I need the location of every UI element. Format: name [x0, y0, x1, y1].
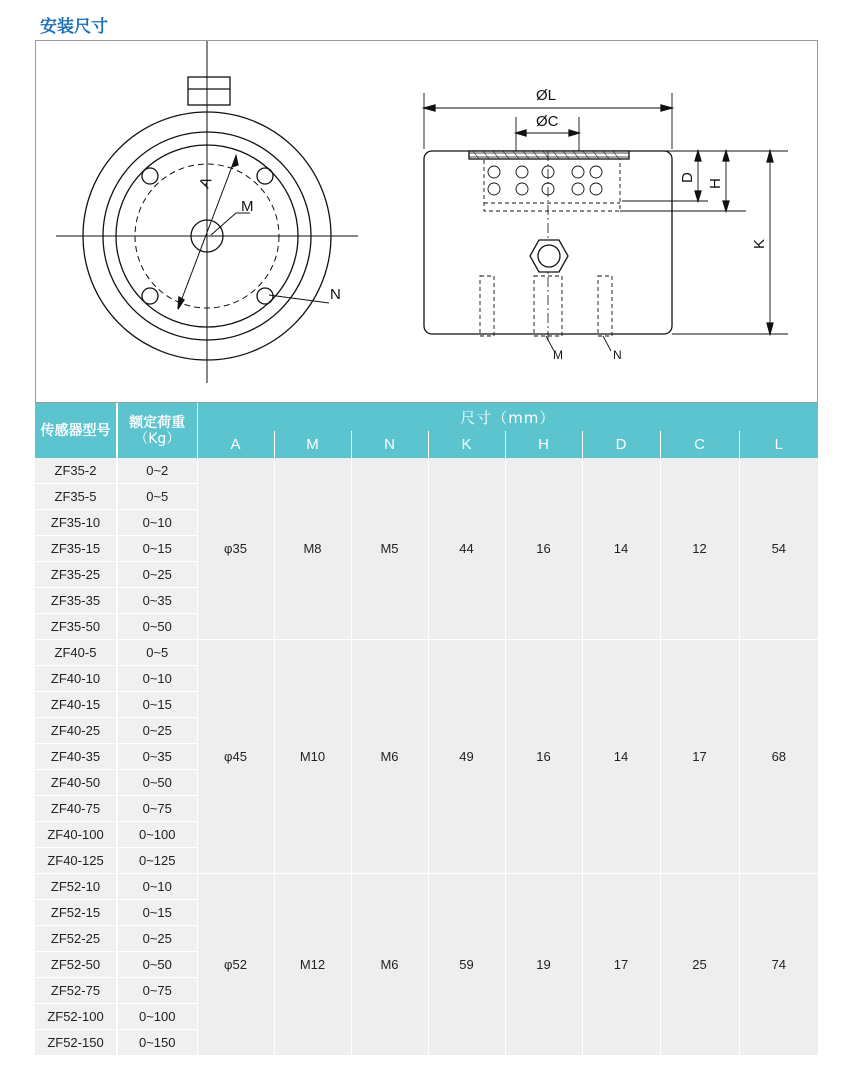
model-cell: ZF40-35: [35, 744, 117, 770]
capacity-cell: 0~35: [117, 588, 197, 614]
capacity-cell: 0~2: [117, 458, 197, 484]
model-cell: ZF35-15: [35, 536, 117, 562]
dim-value-n: M6: [351, 640, 428, 874]
capacity-cell: 0~35: [117, 744, 197, 770]
top-view: [56, 41, 358, 383]
capacity-cell: 0~25: [117, 926, 197, 952]
model-cell: ZF35-2: [35, 458, 117, 484]
dimension-drawing-svg: [36, 41, 819, 404]
header-dim-k: K: [428, 431, 505, 458]
model-cell: ZF52-75: [35, 978, 117, 1004]
capacity-cell: 0~75: [117, 796, 197, 822]
header-capacity-label: 额定荷重: [129, 414, 186, 431]
capacity-cell: 0~10: [117, 510, 197, 536]
dim-value-l: 74: [739, 874, 818, 1056]
dim-value-l: 68: [739, 640, 818, 874]
dim-value-n: M5: [351, 458, 428, 640]
capacity-cell: 0~10: [117, 874, 197, 900]
model-cell: ZF40-100: [35, 822, 117, 848]
model-cell: ZF40-10: [35, 666, 117, 692]
capacity-cell: 0~5: [117, 640, 197, 666]
model-cell: ZF40-125: [35, 848, 117, 874]
dim-value-a: φ45: [197, 640, 274, 874]
capacity-cell: 0~5: [117, 484, 197, 510]
capacity-cell: 0~50: [117, 614, 197, 640]
spec-table: [35, 403, 818, 1056]
header-capacity: [117, 403, 197, 458]
label-M-side: M: [553, 348, 563, 362]
dim-value-n: M6: [351, 874, 428, 1056]
dim-value-h: 16: [505, 458, 582, 640]
model-cell: ZF52-15: [35, 900, 117, 926]
model-cell: ZF52-150: [35, 1030, 117, 1056]
label-K: K: [751, 238, 768, 249]
label-D: D: [679, 172, 696, 183]
header-dims-group: 尺寸（mm）: [197, 403, 818, 431]
dim-value-c: 12: [660, 458, 739, 640]
dim-value-d: 17: [582, 874, 660, 1056]
label-H: H: [707, 178, 724, 189]
dim-value-d: 14: [582, 458, 660, 640]
connector-block: [188, 77, 230, 105]
dim-value-d: 14: [582, 640, 660, 874]
capacity-cell: 0~100: [117, 1004, 197, 1030]
dim-value-k: 49: [428, 640, 505, 874]
header-capacity-unit: （Kg）: [134, 430, 181, 447]
model-cell: ZF35-10: [35, 510, 117, 536]
model-cell: ZF40-75: [35, 796, 117, 822]
header-dim-c: C: [660, 431, 739, 458]
capacity-cell: 0~10: [117, 666, 197, 692]
capacity-cell: 0~50: [117, 770, 197, 796]
section-title: 安装尺寸: [40, 17, 108, 37]
model-cell: ZF40-25: [35, 718, 117, 744]
header-dim-m: M: [274, 431, 351, 458]
capacity-cell: 0~15: [117, 536, 197, 562]
model-cell: ZF35-5: [35, 484, 117, 510]
side-view: [424, 93, 788, 351]
capacity-cell: 0~100: [117, 822, 197, 848]
header-dim-h: H: [505, 431, 582, 458]
header-dim-d: D: [582, 431, 660, 458]
label-L: ØL: [536, 87, 557, 104]
dim-value-m: M8: [274, 458, 351, 640]
capacity-cell: 0~50: [117, 952, 197, 978]
installation-drawing: [35, 40, 818, 403]
model-cell: ZF35-50: [35, 614, 117, 640]
dim-value-a: φ52: [197, 874, 274, 1056]
label-A: A: [195, 174, 216, 191]
label-N: N: [330, 286, 341, 303]
header-dim-l: L: [739, 431, 818, 458]
capacity-cell: 0~75: [117, 978, 197, 1004]
label-M: M: [241, 198, 254, 215]
header-dim-n: N: [351, 431, 428, 458]
dim-value-k: 44: [428, 458, 505, 640]
dim-value-a: φ35: [197, 458, 274, 640]
model-cell: ZF52-100: [35, 1004, 117, 1030]
header-model: [35, 403, 117, 458]
dim-value-c: 17: [660, 640, 739, 874]
model-cell: ZF35-25: [35, 562, 117, 588]
dim-value-l: 54: [739, 458, 818, 640]
dim-value-m: M12: [274, 874, 351, 1056]
label-C: ØC: [536, 113, 559, 130]
dim-value-m: M10: [274, 640, 351, 874]
dim-value-h: 19: [505, 874, 582, 1056]
header-dim-a: A: [197, 431, 274, 458]
model-cell: ZF52-25: [35, 926, 117, 952]
model-cell: ZF40-50: [35, 770, 117, 796]
dim-value-h: 16: [505, 640, 582, 874]
header-model-label: 传感器型号: [40, 422, 111, 439]
capacity-cell: 0~25: [117, 562, 197, 588]
capacity-cell: 0~15: [117, 900, 197, 926]
capacity-cell: 0~25: [117, 718, 197, 744]
table-row: [35, 458, 818, 484]
dim-value-c: 25: [660, 874, 739, 1056]
model-cell: ZF40-5: [35, 640, 117, 666]
model-cell: ZF40-15: [35, 692, 117, 718]
capacity-cell: 0~150: [117, 1030, 197, 1056]
model-cell: ZF52-50: [35, 952, 117, 978]
table-row: [35, 874, 818, 900]
capacity-cell: 0~15: [117, 692, 197, 718]
model-cell: ZF52-10: [35, 874, 117, 900]
model-cell: ZF35-35: [35, 588, 117, 614]
label-N-side: N: [613, 348, 622, 362]
capacity-cell: 0~125: [117, 848, 197, 874]
table-row: [35, 640, 818, 666]
dim-value-k: 59: [428, 874, 505, 1056]
